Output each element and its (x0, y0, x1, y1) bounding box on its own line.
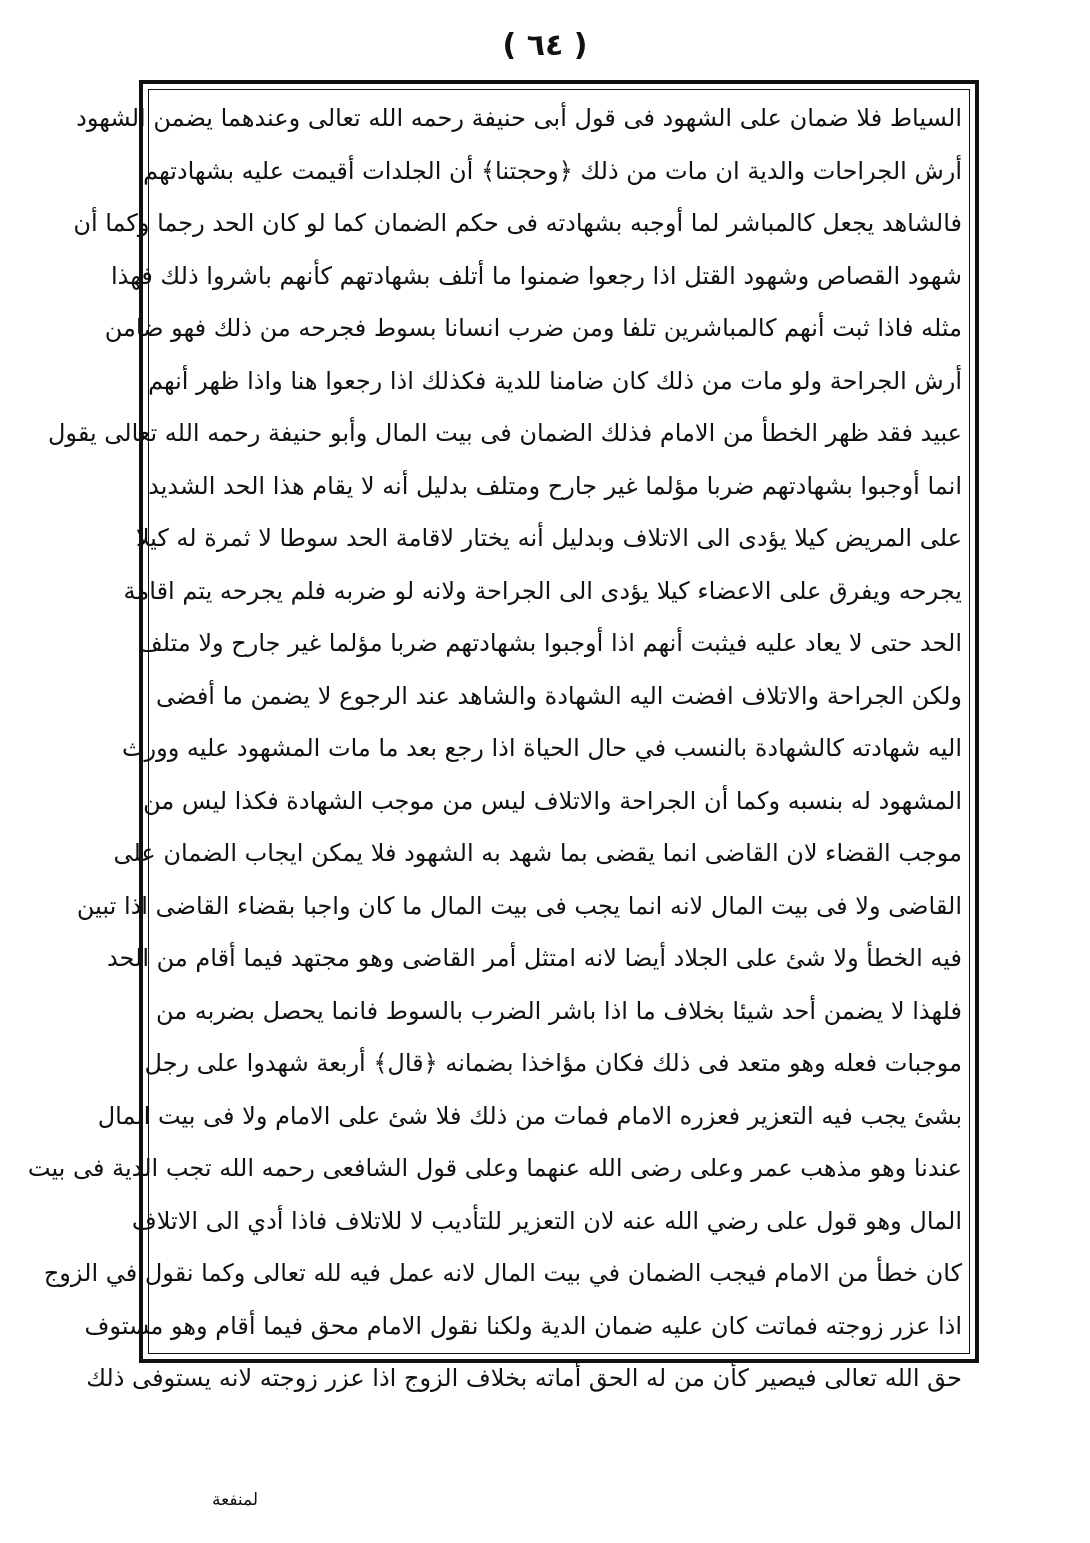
catchword: لمنفعة (212, 1490, 259, 1510)
text-line: فالشاهد يجعل كالمباشر لما أوجبه بشهادته فى حكم الضمان كما لو كان الحد رجما وكما أن (73, 209, 962, 237)
text-line: يجرحه ويفرق على الاعضاء كيلا يؤدى الى الجراحة ولانه لو ضربه فلم يجرحه يتم اقامة (123, 576, 962, 605)
text-line: موجبات فعله وهو متعد فى ذلك فكان مؤاخذا بضمانه ﴿قال﴾ أربعة شهدوا على رجل (144, 1049, 962, 1077)
text-line: مثله فاذا ثبت أنهم كالمباشرين تلفا ومن ضرب انسانا بسوط فجرحه من ذلك فهو ضامن (104, 314, 962, 342)
text-line: فلهذا لا يضمن أحد شيئا بخلاف ما اذا باشر الضرب بالسوط فانما يحصل بضربه من (156, 996, 962, 1025)
text-line: بشئ يجب فيه التعزير فعزره الامام فمات من ذلك فلا شئ على الامام ولا فى بيت المال (97, 1101, 962, 1130)
text-line: المال وهو قول على رضي الله عنه لان التعزير للتأديب لا للاتلاف فاذا أدي الى الاتلاف (131, 1206, 962, 1235)
text-line: القاضى ولا فى بيت المال لانه انما يجب فى بيت المال ما كان واجبا بقضاء القاضى اذا تبين (76, 891, 962, 920)
text-line: الحد حتى لا يعاد عليه فيثبت أنهم اذا أوجبوا بشهادتهم ضربا مؤلما غير جارح ولا متلف (137, 629, 962, 657)
text-line: عندنا وهو مذهب عمر وعلى رضى الله عنهما وعلى قول الشافعى رحمه الله تجب الدية فى بيت (27, 1154, 962, 1182)
page-number: ( ٦٤ ) (502, 28, 588, 63)
text-line: كان خطأ من الامام فيجب الضمان في بيت المال لانه عمل فيه لله تعالى وكما نقول في الزوج (43, 1259, 962, 1287)
text-line: أرش الجراحات والدية ان مات من ذلك ﴿وحجتنا﴾ أن الجلدات أقيمت عليه بشهادتهم (143, 156, 962, 185)
text-line: السياط فلا ضمان على الشهود فى قول أبى حنيفة رحمه الله تعالى وعندهما يضمن الشهود (76, 104, 962, 132)
text-line: اليه شهادته كالشهادة بالنسب في حال الحياة اذا رجع بعد ما مات المشهود عليه وورث (121, 734, 962, 762)
text-line: المشهود له بنسبه وكما أن الجراحة والاتلاف ليس من موجب الشهادة فكذا ليس من (143, 786, 962, 815)
text-line: ولكن الجراحة والاتلاف افضت اليه الشهادة والشاهد عند الرجوع لا يضمن ما أفضى (156, 681, 962, 710)
text-line: على المريض كيلا يؤدى الى الاتلاف وبدليل أنه يختار لاقامة الحد سوطا لا ثمرة له كيلا (135, 524, 962, 552)
text-line: انما أوجبوا بشهادتهم ضربا مؤلما غير جارح ومتلف بدليل أنه لا يقام هذا الحد الشديد (148, 471, 962, 500)
body-text (27, 92, 962, 1405)
text-line: شهود القصاص وشهود القتل اذا رجعوا ضمنوا ما أتلف بشهادتهم كأنهم باشروا ذلك فهذا (111, 261, 962, 290)
text-line: فيه الخطأ ولا شئ على الجلاد أيضا لانه امتثل أمر القاضى وهو مجتهد فيما أقام من الحد (106, 944, 962, 972)
text-line: حق الله تعالى فيصير كأن من له الحق أماته بخلاف الزوج اذا عزر زوجته لانه يستوفى ذلك (86, 1364, 962, 1392)
text-line: عبيد فقد ظهر الخطأ من الامام فذلك الضمان فى بيت المال وأبو حنيفة رحمه الله تعالى يقول (47, 419, 962, 447)
text-line: موجب القضاء لان القاضى انما يقضى بما شهد به الشهود فلا يمكن ايجاب الضمان على (113, 839, 962, 867)
text-line: أرش الجراحة ولو مات من ذلك كان ضامنا للدية فكذلك اذا رجعوا هنا واذا ظهر أنهم (148, 366, 962, 395)
text-line: اذا عزر زوجته فماتت كان عليه ضمان الدية ولكنا نقول الامام محق فيما أقام وهو مستوف (84, 1311, 962, 1340)
